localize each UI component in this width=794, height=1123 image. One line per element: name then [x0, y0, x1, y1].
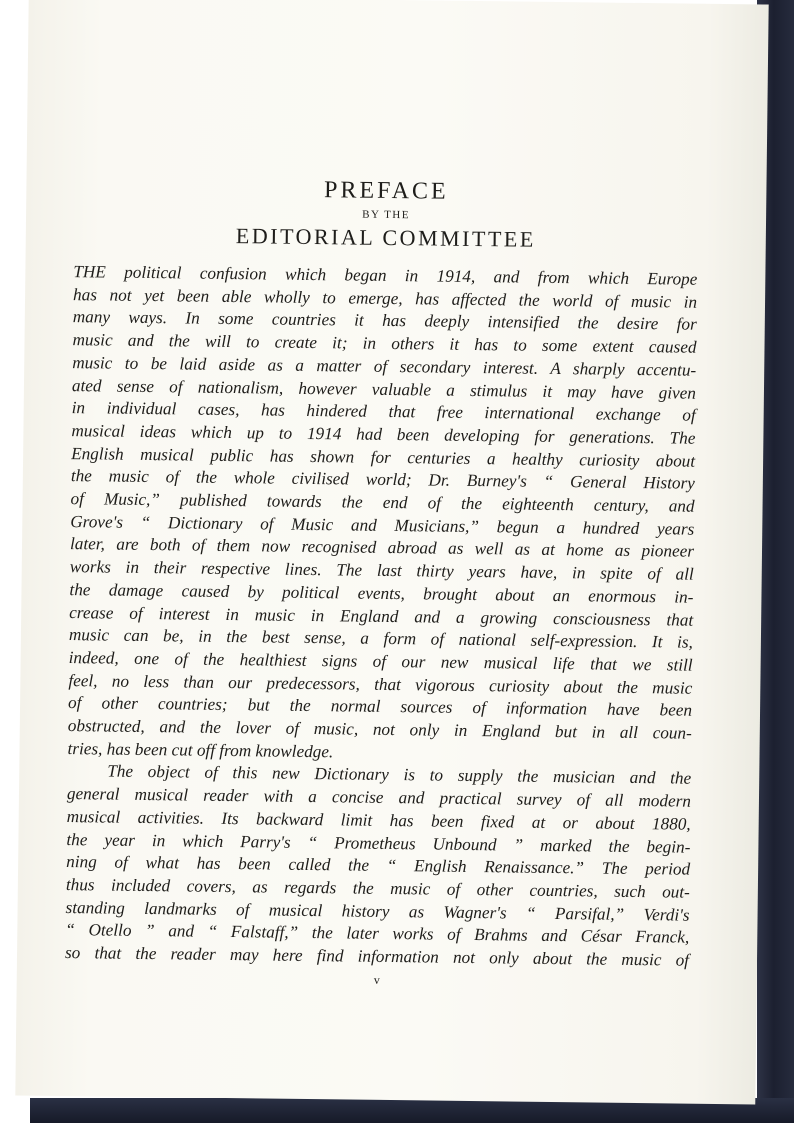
page-content — [65, 174, 699, 991]
book-page — [15, 0, 768, 1104]
text-line: English musical public has shown for centuries a healthy curiosity about — [71, 443, 696, 471]
page-title: PREFACE — [323, 177, 449, 205]
text-line: music and the will to create it; in others it has to some extent caused — [72, 330, 697, 357]
text-line: crease of interest in music in England and a growing consciousness that — [69, 602, 694, 630]
text-line: later, are both of them now recognised abroad as well as at home as pioneer — [69, 534, 695, 562]
text-line: general musical reader with a concise and practical survey of all modern — [66, 784, 692, 811]
text-line: many ways. In some countries it has deeply intensified the desire for — [72, 307, 697, 335]
text-line: The object of this new Dictionary is to supply the musician and the — [107, 762, 692, 789]
text-line: thus included covers, as regards the music of other countries, such out- — [65, 875, 690, 902]
text-line: THE political confusion which began in 1914, and from which Europe — [73, 262, 698, 289]
text-line: musical activities. Its backward limit has been fixed at or about 1880, — [66, 806, 691, 834]
text-line: in individual cases, has hindered that free international exchange of — [71, 398, 696, 425]
text-line: music can be, in the best sense, a form of national self-expression. It is, — [68, 625, 694, 652]
text-line: ated sense of nationalism, however valuable a stimulus it may have given — [71, 375, 697, 403]
text-line: standing landmarks of musical history as Wagner's “ Parsifal,” Verdi's — [65, 897, 690, 925]
page-subtitle: EDITORIAL COMMITTEE — [235, 223, 536, 252]
text-line: Grove's “ Dictionary of Music and Musicians,” begun a hundred years — [70, 511, 695, 539]
text-line: works in their respective lines. The last thirty years have, in spite of all — [69, 557, 694, 584]
text-line: has not yet been able wholly to emerge, has affected the world of music in — [72, 284, 698, 312]
text-line: ning of what has been called the “ English Renaissance.” The period — [66, 852, 691, 879]
text-line: the music of the whole civilised world; Dr. Burney's “ General History — [70, 466, 695, 494]
paragraph-2 — [65, 761, 691, 973]
page-number: v — [373, 972, 380, 987]
paragraph-1 — [67, 261, 697, 768]
text-line: of other countries; but the normal sources of information have been — [67, 693, 693, 721]
text-line: the damage caused by political events, brought about an enormous in- — [69, 579, 694, 607]
text-line: feel, no less than our predecessors, that vigorous curiosity about the music — [68, 670, 693, 698]
text-line: music to be laid aside as a matter of secondary interest. A sharply accentu- — [72, 352, 697, 380]
title-connector: BY THE — [362, 208, 411, 222]
text-line: obstructed, and the lover of music, not only in England but in all coun- — [67, 716, 692, 743]
text-line: of Music,” published towards the end of the eighteenth century, and — [70, 489, 695, 516]
text-line: “ Otello ” and “ Falstaff,” the later works of Brahms and César Franck, — [65, 920, 690, 948]
text-line: so that the reader may here find information not only about the music of — [64, 943, 690, 970]
text-line: musical ideas which up to 1914 had been developing for generations. The — [71, 420, 696, 448]
text-line: indeed, one of the healthiest signs of our new musical life that we still — [68, 648, 693, 675]
text-line: tries, has been cut off from knowledge. — [67, 738, 334, 762]
text-line: the year in which Parry's “ Prometheus Unbound ” marked the begin- — [66, 829, 691, 857]
